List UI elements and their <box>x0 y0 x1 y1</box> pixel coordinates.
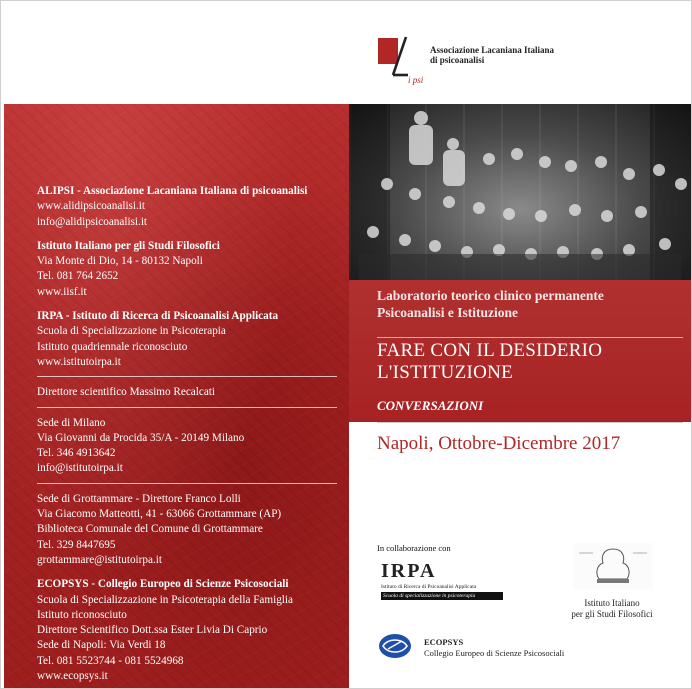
site-email: grottammare@istitutoirpa.it <box>37 553 162 566</box>
divider <box>37 376 337 377</box>
subtitle-line1: Laboratorio teorico clinico permanente <box>377 288 604 303</box>
org-heading: Istituto Italiano per gli Studi Filosofici <box>37 239 220 252</box>
irpa-milano <box>37 416 342 477</box>
site-email: info@istitutoirpa.it <box>37 462 123 475</box>
ecopsys-full-name: Collegio Europeo di Scienze Psicosociali <box>424 648 565 658</box>
irpa-logo <box>381 560 505 608</box>
org-website: www.istitutoirpa.it <box>37 355 121 368</box>
ecopsys-logo <box>378 633 412 659</box>
org-heading: ECOPSYS - Collegio Europeo di Scienze Psicosociali <box>37 578 289 591</box>
date-rule <box>377 422 683 423</box>
irpa-logo-line: Istituto di Ricerca di Psicoanalisi Applicata <box>381 584 477 590</box>
title-line1: FARE CON IL DESIDERIO <box>377 340 603 361</box>
org-website: www.alidipsicoanalisi.it <box>37 200 146 213</box>
iisf-line1: Istituto Italiano <box>584 598 640 608</box>
alipsi-logo <box>376 35 436 85</box>
divider <box>37 407 337 408</box>
event-title <box>377 340 602 384</box>
irpa-director: Direttore scientifico Massimo Recalcati <box>37 386 216 399</box>
group-people-silhouettes <box>349 104 691 280</box>
org-line: Scuola di Specializzazione in Psicoterapia <box>37 325 226 338</box>
irpa-logo-bar: Scuola di specializzazione in psicoterapia <box>381 592 503 600</box>
band-rule <box>377 337 683 338</box>
subtitle-line2: Psicoanalisi e Istituzione <box>377 305 518 320</box>
org-line: Scuola di Specializzazione in Psicoterapia della Famiglia <box>37 593 293 606</box>
svg-text:i psi: i psi <box>408 75 424 85</box>
org-line: Istituto riconosciuto <box>37 608 127 621</box>
event-format: CONVERSAZIONI <box>377 398 484 413</box>
org-ecopsys <box>37 577 342 684</box>
site-phone: Tel. 329 8447695 <box>37 538 116 551</box>
ecopsys-name: ECOPSYS <box>424 637 464 647</box>
irpa-grottammare <box>37 492 342 568</box>
org-heading: IRPA - Istituto di Ricerca di Psicoanalisi Applicata <box>37 310 279 323</box>
org-website: www.iisf.it <box>37 285 87 298</box>
logo-text-line1: Associazione Lacaniana Italiana <box>430 45 555 55</box>
site-phone: Tel. 346 4913642 <box>37 447 116 460</box>
title-band <box>349 280 691 422</box>
iisf-emblem <box>573 543 653 589</box>
site-line: Sede di Milano <box>37 416 106 429</box>
logo-text-line2: di psicoanalisi <box>430 55 485 65</box>
site-line: Biblioteca Comunale del Comune di Grottammare <box>37 523 263 536</box>
event-subtitle <box>377 287 604 321</box>
site-address: Via Giovanni da Procida 35/A - 20149 Milano <box>37 431 245 444</box>
org-phone: Tel. 081 764 2652 <box>37 270 119 283</box>
iisf-text <box>549 598 675 620</box>
left-info-panel <box>4 104 349 689</box>
ecopsys-text <box>424 637 564 659</box>
org-irpa <box>37 309 342 370</box>
collab-label: In collaborazione con <box>377 543 451 553</box>
org-line: Istituto quadriennale riconosciuto <box>37 340 188 353</box>
org-website: www.ecopsys.it <box>37 670 108 683</box>
alipsi-logo-text <box>430 45 554 65</box>
divider <box>37 483 337 484</box>
iisf-line2: per gli Studi Filosofici <box>571 609 653 619</box>
contacts-list <box>37 184 342 689</box>
org-email: info@alidipsicoanalisi.it <box>37 215 148 228</box>
org-address: Via Monte di Dio, 14 - 80132 Napoli <box>37 255 203 268</box>
group-photo <box>349 104 691 280</box>
org-heading: ALIPSI - Associazione Lacaniana Italiana di psicoanalisi <box>37 185 308 197</box>
org-address: Sede di Napoli: Via Verdi 18 <box>37 639 166 652</box>
org-alipsi <box>37 184 342 230</box>
site-line: Sede di Grottammare - Direttore Franco Lolli <box>37 492 241 505</box>
site-address: Via Giacomo Matteotti, 41 - 63066 Grottammare (AP) <box>37 508 282 521</box>
irpa-logo-name: IRPA <box>381 560 437 582</box>
title-line2: L'ISTITUZIONE <box>377 362 514 383</box>
org-line: Direttore Scientifico Dott.ssa Ester Livia Di Caprio <box>37 624 268 637</box>
org-phone: Tel. 081 5523744 - 081 5524968 <box>37 654 184 667</box>
event-date: Napoli, Ottobre-Dicembre 2017 <box>377 433 621 454</box>
org-iisf <box>37 239 342 300</box>
